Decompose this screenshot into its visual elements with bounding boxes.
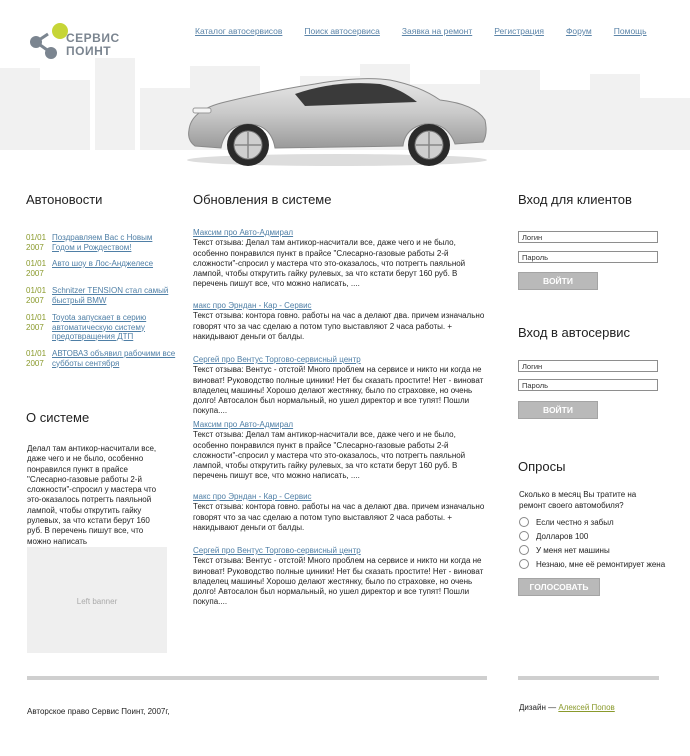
poll-option[interactable] (519, 517, 614, 527)
update-title-link[interactable]: макс про Эрндан - Кар - Сервис (193, 301, 312, 310)
news-link[interactable]: Авто шоу в Лос-Анджелесе (52, 259, 154, 268)
update-item (193, 546, 488, 608)
design-label: Дизайн — (519, 703, 557, 712)
news-item (26, 286, 176, 308)
footer-divider-right (518, 676, 659, 680)
news-title: Автоновости (26, 192, 103, 207)
about-text: Делал там антикор-насчитали все, даже чего и не было, особенно понравился пункт в прайсе "Слесарно-газовые работы 2-й сложности"-спросил у мастера что это-оказалось потрегть паяльной лампой, чтобы открутить гайку рулевых, за что кстати берут 160 руб. В перечень пишут все, что можно написать (27, 444, 157, 546)
news-link[interactable]: Schnitzer TENSION стал самый быстрый BMW (52, 286, 169, 305)
poll-option-label: Долларов 100 (536, 531, 589, 541)
poll-option[interactable] (519, 531, 588, 541)
top-navigation (195, 26, 669, 36)
poll-option-label: Незнаю, мне её ремонтирует жена (536, 559, 666, 569)
service-login-input[interactable]: Логин (518, 360, 658, 372)
update-title-link[interactable]: Сергей про Вентус Торгово-сервисный центр (193, 546, 361, 555)
news-link[interactable]: Toyota запускает в серию автоматическую систему предотвращения ДТП (52, 313, 147, 341)
poll-option-label: Если честно я забыл (536, 517, 614, 527)
radio-button[interactable] (519, 545, 529, 555)
footer-divider-left (27, 676, 487, 680)
radio-button[interactable] (519, 559, 529, 569)
logo-text[interactable] (66, 32, 120, 58)
copyright-text: Авторское право Сервис Поинт, 2007г, (27, 707, 170, 716)
client-password-input[interactable]: Пароль (518, 251, 658, 263)
update-text: Текст отзыва: Вентус - отстой! Много проблем на сервисе и никто ни когда не виноват! Руководство полные циники! Нет бы сказать простите! Нет - виноват владелец машины! Хорошо делают жестянку, было по страховке, но очень долго! Автосалон был нормальный, но ушел директор и все тупят! Пошли покупа.... (193, 365, 484, 416)
news-date: 01/01 2007 (26, 286, 47, 305)
update-text: Текст отзыва: контора говно. работы на час а делают два. причем изначально говорят что за час сделаю а потом тупо выставляют 2 часа работы. + накидывают деньги от балды. (193, 502, 485, 532)
update-item (193, 301, 488, 342)
service-login-title: Вход в автосервис (518, 325, 631, 340)
service-password-input[interactable]: Пароль (518, 379, 658, 391)
nav-registration-link[interactable]: Регистрация (494, 26, 544, 36)
nav-search-link[interactable]: Поиск автосервиса (304, 26, 380, 36)
logo-line-2: ПОИНТ (66, 44, 112, 58)
update-text: Текст отзыва: Вентус - отстой! Много проблем на сервисе и никто ни когда не виноват! Руководство полные циники! Нет бы сказать простите! Нет - виноват владелец машины! Хорошо делают жестянку, было по страховке, но очень долго! Автосалон был нормальный, но ушел директор и все тупят! Пошли покупа.... (193, 556, 484, 607)
update-item (193, 420, 488, 482)
nav-repair-request-link[interactable]: Заявка на ремонт (401, 26, 473, 36)
about-title: О системе (26, 410, 90, 425)
news-item (26, 233, 176, 255)
nav-help-link[interactable]: Помощь (613, 26, 647, 36)
update-title-link[interactable]: Максим про Авто-Адмирал (193, 228, 294, 237)
update-text: Текст отзыва: контора говно. работы на час а делают два. причем изначально говорят что за час сделаю а потом тупо выставляют 2 часа работы. + накидывают деньги от балды. (193, 311, 485, 341)
client-login-button[interactable]: ВОЙТИ (518, 272, 598, 290)
left-banner[interactable]: Left banner (27, 547, 167, 653)
news-link[interactable]: АВТОВАЗ объявил рабочими все субботы сентября (52, 349, 176, 368)
news-date: 01/01 2007 (26, 259, 47, 278)
design-credit (519, 703, 615, 712)
poll-option[interactable] (519, 559, 665, 569)
update-item (193, 228, 488, 290)
news-date: 01/01 2007 (26, 349, 47, 368)
update-title-link[interactable]: Сергей про Вентус Торгово-сервисный центр (193, 355, 361, 364)
updates-title: Обновления в системе (193, 192, 332, 207)
design-author-link[interactable]: Алексей Попов (558, 703, 615, 712)
service-login-button[interactable]: ВОЙТИ (518, 401, 598, 419)
news-date: 01/01 2007 (26, 233, 47, 252)
update-title-link[interactable]: Максим про Авто-Адмирал (193, 420, 294, 429)
poll-option-label: У меня нет машины (536, 545, 610, 555)
news-item (26, 349, 176, 371)
nav-catalog-link[interactable]: Каталог автосервисов (195, 26, 283, 36)
nav-forum-link[interactable]: Форум (565, 26, 592, 36)
poll-question: Сколько в месяц Вы тратите на ремонт своего автомобиля? (519, 490, 637, 510)
news-date: 01/01 2007 (26, 313, 47, 332)
poll-option[interactable] (519, 545, 610, 555)
client-login-title: Вход для клиентов (518, 192, 632, 207)
radio-button[interactable] (519, 531, 529, 541)
update-text: Текст отзыва: Делал там антикор-насчитали все, даже чего и не было, особенно понравился пункт в прайсе "Слесарно-газовые работы 2-й сложности"-спросил у мастера что это-оказалось, что потрегть паяльной лампой, чтобы открутить гайку рулевых, за что кстати берут 160 руб. В перечень пишут все, что можно написать, .... (193, 238, 466, 289)
update-item (193, 492, 488, 533)
radio-button[interactable] (519, 517, 529, 527)
update-title-link[interactable]: макс про Эрндан - Кар - Сервис (193, 492, 312, 501)
news-item (26, 313, 176, 343)
news-item (26, 259, 176, 281)
news-link[interactable]: Поздравляем Вас с Новым Годом и Рождеством! (52, 233, 153, 252)
poll-title: Опросы (518, 459, 566, 474)
client-login-input[interactable]: Логин (518, 231, 658, 243)
car-image (185, 72, 490, 168)
update-item (193, 355, 488, 417)
update-text: Текст отзыва: Делал там антикор-насчитали все, даже чего и не было, особенно понравился пункт в прайсе "Слесарно-газовые работы 2-й сложности"-спросил у мастера что это-оказалось, что потрегть паяльной лампой, чтобы открутить гайку рулевых, за что кстати берут 160 руб. В перечень пишут все, что можно написать, .... (193, 430, 466, 481)
logo-line-1: СЕРВИС (66, 31, 120, 45)
vote-button[interactable]: ГОЛОСОВАТЬ (518, 578, 600, 596)
